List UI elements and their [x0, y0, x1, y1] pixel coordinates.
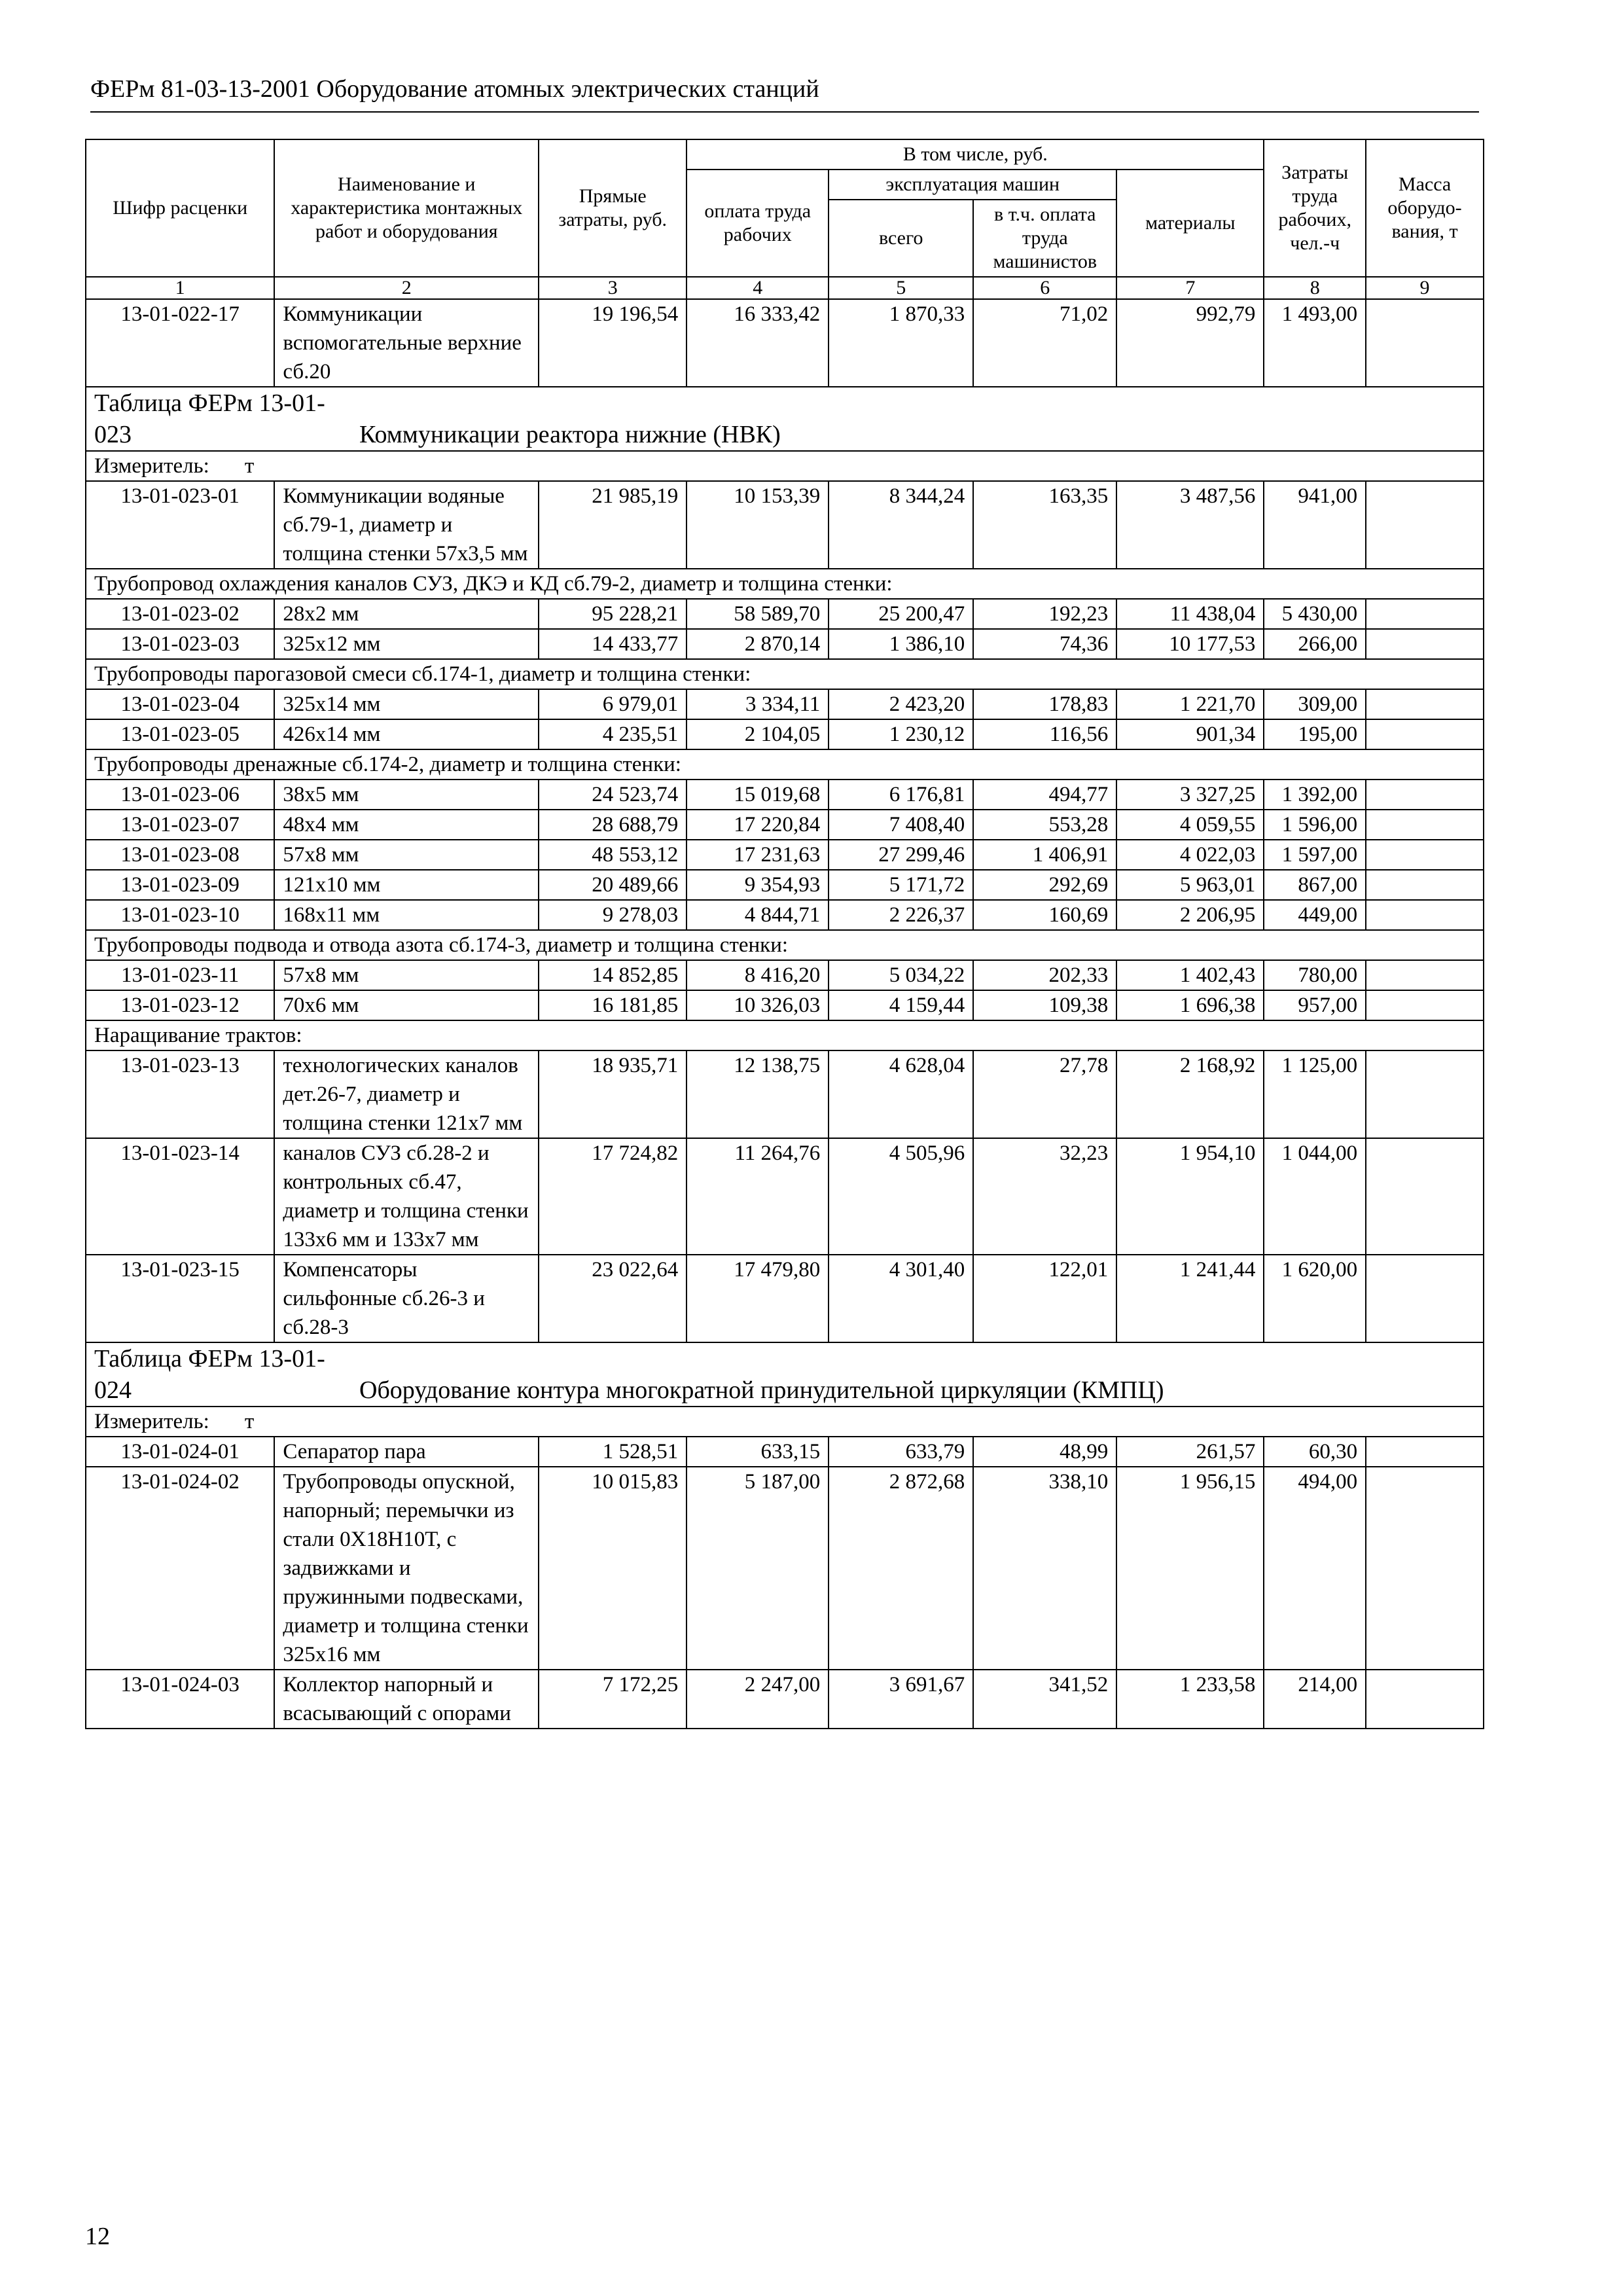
col-name-header: Наименование и характеристика монтажных работ и оборудования — [274, 139, 539, 277]
rate-code: 13-01-023-08 — [86, 840, 274, 870]
work-name: 28х2 мм — [274, 599, 539, 629]
table-number: Таблица ФЕРм 13-01-023 — [94, 389, 325, 448]
materials-cost: 992,79 — [1116, 299, 1264, 387]
equipment-mass — [1366, 481, 1484, 569]
rate-code: 13-01-023-07 — [86, 810, 274, 840]
rate-code: 13-01-023-02 — [86, 599, 274, 629]
materials-cost: 4 022,03 — [1116, 840, 1264, 870]
labor-pay: 17 479,80 — [687, 1255, 829, 1342]
group-row — [86, 749, 1484, 780]
labor-pay: 8 416,20 — [687, 960, 829, 990]
labor-pay: 5 187,00 — [687, 1467, 829, 1670]
materials-cost: 1 696,38 — [1116, 990, 1264, 1020]
table-row — [86, 1467, 1484, 1670]
equipment-mass — [1366, 1138, 1484, 1255]
materials-cost: 10 177,53 — [1116, 629, 1264, 659]
table-number: Таблица ФЕРм 13-01-024 — [94, 1345, 325, 1404]
rate-code: 13-01-023-03 — [86, 629, 274, 659]
table-row — [86, 299, 1484, 387]
materials-cost: 5 963,01 — [1116, 870, 1264, 900]
labor-pay: 16 333,42 — [687, 299, 829, 387]
machines-total: 2 872,68 — [829, 1467, 973, 1670]
rate-code: 13-01-023-09 — [86, 870, 274, 900]
rate-code: 13-01-024-03 — [86, 1670, 274, 1729]
work-name: 168х11 мм — [274, 900, 539, 930]
rate-code: 13-01-023-15 — [86, 1255, 274, 1342]
labor-hours: 1 392,00 — [1264, 780, 1366, 810]
machines-total: 6 176,81 — [829, 780, 973, 810]
col-mass-header: Масса оборудо-вания, т — [1366, 139, 1484, 277]
work-name: Компенсаторы сильфонные сб.26-3 и сб.28-3 — [274, 1255, 539, 1342]
table-row — [86, 719, 1484, 749]
group-heading: Трубопроводы подвода и отвода азота сб.174-3, диаметр и толщина стенки: — [86, 930, 1484, 960]
direct-cost: 14 433,77 — [539, 629, 687, 659]
table-row — [86, 1670, 1484, 1729]
equipment-mass — [1366, 960, 1484, 990]
direct-cost: 9 278,03 — [539, 900, 687, 930]
column-number: 7 — [1116, 277, 1264, 299]
work-name: 70х6 мм — [274, 990, 539, 1020]
direct-cost: 7 172,25 — [539, 1670, 687, 1729]
measure-label: Измеритель: — [94, 454, 209, 478]
direct-cost: 4 235,51 — [539, 719, 687, 749]
column-number: 3 — [539, 277, 687, 299]
machines-total: 5 034,22 — [829, 960, 973, 990]
machinist-pay: 341,52 — [973, 1670, 1116, 1729]
group-heading: Трубопроводы дренажные сб.174-2, диаметр и толщина стенки: — [86, 749, 1484, 780]
machinist-pay: 292,69 — [973, 870, 1116, 900]
labor-pay: 12 138,75 — [687, 1050, 829, 1138]
labor-hours: 266,00 — [1264, 629, 1366, 659]
equipment-mass — [1366, 1467, 1484, 1670]
labor-pay: 2 870,14 — [687, 629, 829, 659]
machinist-pay: 202,33 — [973, 960, 1116, 990]
materials-cost: 3 487,56 — [1116, 481, 1264, 569]
labor-hours: 867,00 — [1264, 870, 1366, 900]
machines-total: 4 301,40 — [829, 1255, 973, 1342]
equipment-mass — [1366, 1050, 1484, 1138]
machines-total: 5 171,72 — [829, 870, 973, 900]
equipment-mass — [1366, 900, 1484, 930]
machines-total: 7 408,40 — [829, 810, 973, 840]
work-name: 57х8 мм — [274, 960, 539, 990]
col-machines-total-header: всего — [829, 200, 973, 277]
materials-cost: 1 402,43 — [1116, 960, 1264, 990]
machines-total: 3 691,67 — [829, 1670, 973, 1729]
labor-hours: 309,00 — [1264, 689, 1366, 719]
machines-total: 4 159,44 — [829, 990, 973, 1020]
materials-cost: 2 168,92 — [1116, 1050, 1264, 1138]
page-header: ФЕРм 81-03-13-2001 Оборудование атомных электрических станций — [90, 73, 1479, 113]
labor-hours: 60,30 — [1264, 1437, 1366, 1467]
labor-pay: 3 334,11 — [687, 689, 829, 719]
work-name: технологических каналов дет.26-7, диаметр и толщина стенки 121х7 мм — [274, 1050, 539, 1138]
column-number: 1 — [86, 277, 274, 299]
labor-hours: 494,00 — [1264, 1467, 1366, 1670]
direct-cost: 14 852,85 — [539, 960, 687, 990]
machinist-pay: 109,38 — [973, 990, 1116, 1020]
table-title-row — [86, 1342, 1484, 1407]
labor-hours: 1 044,00 — [1264, 1138, 1366, 1255]
labor-pay: 15 019,68 — [687, 780, 829, 810]
direct-cost: 19 196,54 — [539, 299, 687, 387]
machinist-pay: 32,23 — [973, 1138, 1116, 1255]
col-machines-header: эксплуатация машин — [829, 170, 1116, 200]
materials-cost: 1 956,15 — [1116, 1467, 1264, 1670]
table-row — [86, 810, 1484, 840]
equipment-mass — [1366, 599, 1484, 629]
labor-hours: 957,00 — [1264, 990, 1366, 1020]
machines-total: 8 344,24 — [829, 481, 973, 569]
measure-label: Измеритель: — [94, 1410, 209, 1433]
table-row — [86, 870, 1484, 900]
rate-code: 13-01-023-06 — [86, 780, 274, 810]
direct-cost: 24 523,74 — [539, 780, 687, 810]
labor-hours: 195,00 — [1264, 719, 1366, 749]
rate-code: 13-01-023-10 — [86, 900, 274, 930]
work-name: каналов СУЗ сб.28-2 и контрольных сб.47, диаметр и толщина стенки 133х6 мм и 133х7 мм — [274, 1138, 539, 1255]
direct-cost: 6 979,01 — [539, 689, 687, 719]
materials-cost: 261,57 — [1116, 1437, 1264, 1467]
labor-pay: 58 589,70 — [687, 599, 829, 629]
machinist-pay: 1 406,91 — [973, 840, 1116, 870]
labor-hours: 1 125,00 — [1264, 1050, 1366, 1138]
measure-unit — [86, 1407, 1484, 1437]
rate-code: 13-01-024-02 — [86, 1467, 274, 1670]
rate-code: 13-01-024-01 — [86, 1437, 274, 1467]
machines-total: 1 386,10 — [829, 629, 973, 659]
machines-total: 1 230,12 — [829, 719, 973, 749]
equipment-mass — [1366, 719, 1484, 749]
equipment-mass — [1366, 689, 1484, 719]
labor-pay: 9 354,93 — [687, 870, 829, 900]
col-incl-header: В том числе, руб. — [687, 139, 1264, 170]
table-name: Оборудование контура многократной принудительной циркуляции (КМПЦ) — [359, 1376, 1164, 1404]
materials-cost: 1 241,44 — [1116, 1255, 1264, 1342]
column-number: 8 — [1264, 277, 1366, 299]
materials-cost: 1 221,70 — [1116, 689, 1264, 719]
equipment-mass — [1366, 299, 1484, 387]
machines-total: 2 423,20 — [829, 689, 973, 719]
table-title — [86, 387, 1484, 451]
work-name: 57х8 мм — [274, 840, 539, 870]
labor-hours: 1 493,00 — [1264, 299, 1366, 387]
rate-code: 13-01-023-05 — [86, 719, 274, 749]
group-row — [86, 1020, 1484, 1050]
work-name: Трубопроводы опускной, напорный; перемычки из стали 0Х18Н10Т, с задвижками и пружинными подвесками, диаметр и толщина стенки 325х16 мм — [274, 1467, 539, 1670]
machinist-pay: 71,02 — [973, 299, 1116, 387]
machinist-pay: 74,36 — [973, 629, 1116, 659]
machines-total: 1 870,33 — [829, 299, 973, 387]
equipment-mass — [1366, 1255, 1484, 1342]
labor-pay: 10 326,03 — [687, 990, 829, 1020]
direct-cost: 28 688,79 — [539, 810, 687, 840]
materials-cost: 3 327,25 — [1116, 780, 1264, 810]
table-row — [86, 599, 1484, 629]
machines-total: 25 200,47 — [829, 599, 973, 629]
machinist-pay: 163,35 — [973, 481, 1116, 569]
work-name: Сепаратор пара — [274, 1437, 539, 1467]
group-row — [86, 930, 1484, 960]
machinist-pay: 48,99 — [973, 1437, 1116, 1467]
table-title — [86, 1342, 1484, 1407]
labor-pay: 2 247,00 — [687, 1670, 829, 1729]
measure-row — [86, 451, 1484, 481]
group-heading: Наращивание трактов: — [86, 1020, 1484, 1050]
direct-cost: 17 724,82 — [539, 1138, 687, 1255]
work-name: 38х5 мм — [274, 780, 539, 810]
table-row — [86, 990, 1484, 1020]
measure-unit — [86, 451, 1484, 481]
table-row — [86, 960, 1484, 990]
materials-cost: 11 438,04 — [1116, 599, 1264, 629]
page-number: 12 — [85, 2223, 110, 2250]
labor-pay: 11 264,76 — [687, 1138, 829, 1255]
price-table — [85, 139, 1484, 1729]
labor-pay: 17 231,63 — [687, 840, 829, 870]
col-laborpay-header: оплата труда рабочих — [687, 170, 829, 277]
machinist-pay: 27,78 — [973, 1050, 1116, 1138]
table-row — [86, 1437, 1484, 1467]
work-name: Коллектор напорный и всасывающий с опорами — [274, 1670, 539, 1729]
table-row — [86, 481, 1484, 569]
col-direct-header: Прямые затраты, руб. — [539, 139, 687, 277]
direct-cost: 95 228,21 — [539, 599, 687, 629]
equipment-mass — [1366, 990, 1484, 1020]
table-row — [86, 1050, 1484, 1138]
work-name: Коммуникации водяные сб.79-1, диаметр и толщина стенки 57х3,5 мм — [274, 481, 539, 569]
equipment-mass — [1366, 810, 1484, 840]
table-body — [86, 299, 1484, 1729]
table-row — [86, 840, 1484, 870]
column-number: 6 — [973, 277, 1116, 299]
measure-value: т — [244, 454, 255, 478]
measure-row — [86, 1407, 1484, 1437]
direct-cost: 48 553,12 — [539, 840, 687, 870]
machinist-pay: 116,56 — [973, 719, 1116, 749]
materials-cost: 1 233,58 — [1116, 1670, 1264, 1729]
labor-hours: 780,00 — [1264, 960, 1366, 990]
table-row — [86, 900, 1484, 930]
col-code-header: Шифр расценки — [86, 139, 274, 277]
direct-cost: 16 181,85 — [539, 990, 687, 1020]
work-name: 48х4 мм — [274, 810, 539, 840]
direct-cost: 10 015,83 — [539, 1467, 687, 1670]
machines-total: 4 628,04 — [829, 1050, 973, 1138]
machines-total: 633,79 — [829, 1437, 973, 1467]
machines-total: 4 505,96 — [829, 1138, 973, 1255]
machines-total: 27 299,46 — [829, 840, 973, 870]
rate-code: 13-01-022-17 — [86, 299, 274, 387]
work-name: Коммуникации вспомогательные верхние сб.20 — [274, 299, 539, 387]
machinist-pay: 338,10 — [973, 1467, 1116, 1670]
direct-cost: 20 489,66 — [539, 870, 687, 900]
column-numbers-row — [86, 277, 1484, 299]
labor-hours: 1 596,00 — [1264, 810, 1366, 840]
equipment-mass — [1366, 1670, 1484, 1729]
machinist-pay: 178,83 — [973, 689, 1116, 719]
materials-cost: 901,34 — [1116, 719, 1264, 749]
group-heading: Трубопровод охлаждения каналов СУЗ, ДКЭ и КД сб.79-2, диаметр и толщина стенки: — [86, 569, 1484, 599]
direct-cost: 23 022,64 — [539, 1255, 687, 1342]
labor-pay: 10 153,39 — [687, 481, 829, 569]
materials-cost: 4 059,55 — [1116, 810, 1264, 840]
machinist-pay: 494,77 — [973, 780, 1116, 810]
rate-code: 13-01-023-13 — [86, 1050, 274, 1138]
labor-hours: 214,00 — [1264, 1670, 1366, 1729]
direct-cost: 18 935,71 — [539, 1050, 687, 1138]
direct-cost: 21 985,19 — [539, 481, 687, 569]
labor-pay: 17 220,84 — [687, 810, 829, 840]
column-number: 9 — [1366, 277, 1484, 299]
col-materials-header: материалы — [1116, 170, 1264, 277]
equipment-mass — [1366, 629, 1484, 659]
table-title-row — [86, 387, 1484, 451]
labor-hours: 1 597,00 — [1264, 840, 1366, 870]
machines-total: 2 226,37 — [829, 900, 973, 930]
column-number: 4 — [687, 277, 829, 299]
col-machinist-header: в т.ч. оплата труда машинистов — [973, 200, 1116, 277]
rate-code: 13-01-023-14 — [86, 1138, 274, 1255]
direct-cost: 1 528,51 — [539, 1437, 687, 1467]
labor-pay: 2 104,05 — [687, 719, 829, 749]
equipment-mass — [1366, 870, 1484, 900]
equipment-mass — [1366, 840, 1484, 870]
machinist-pay: 192,23 — [973, 599, 1116, 629]
measure-value: т — [244, 1410, 255, 1433]
table-row — [86, 689, 1484, 719]
materials-cost: 2 206,95 — [1116, 900, 1264, 930]
column-number: 5 — [829, 277, 973, 299]
table-row — [86, 1255, 1484, 1342]
labor-hours: 449,00 — [1264, 900, 1366, 930]
equipment-mass — [1366, 780, 1484, 810]
work-name: 426х14 мм — [274, 719, 539, 749]
rate-code: 13-01-023-01 — [86, 481, 274, 569]
work-name: 325х14 мм — [274, 689, 539, 719]
machinist-pay: 553,28 — [973, 810, 1116, 840]
labor-pay: 4 844,71 — [687, 900, 829, 930]
group-row — [86, 659, 1484, 689]
labor-hours: 941,00 — [1264, 481, 1366, 569]
group-heading: Трубопроводы парогазовой смеси сб.174-1, диаметр и толщина стенки: — [86, 659, 1484, 689]
column-number: 2 — [274, 277, 539, 299]
labor-pay: 633,15 — [687, 1437, 829, 1467]
table-row — [86, 780, 1484, 810]
machinist-pay: 160,69 — [973, 900, 1116, 930]
labor-hours: 5 430,00 — [1264, 599, 1366, 629]
table-row — [86, 1138, 1484, 1255]
work-name: 121х10 мм — [274, 870, 539, 900]
materials-cost: 1 954,10 — [1116, 1138, 1264, 1255]
rate-code: 13-01-023-11 — [86, 960, 274, 990]
table-row — [86, 629, 1484, 659]
table-name: Коммуникации реактора нижние (НВК) — [359, 421, 781, 448]
equipment-mass — [1366, 1437, 1484, 1467]
group-row — [86, 569, 1484, 599]
labor-hours: 1 620,00 — [1264, 1255, 1366, 1342]
machinist-pay: 122,01 — [973, 1255, 1116, 1342]
table-head — [86, 139, 1484, 299]
rate-code: 13-01-023-12 — [86, 990, 274, 1020]
col-labor-header: Затраты труда рабочих, чел.-ч — [1264, 139, 1366, 277]
rate-code: 13-01-023-04 — [86, 689, 274, 719]
work-name: 325х12 мм — [274, 629, 539, 659]
